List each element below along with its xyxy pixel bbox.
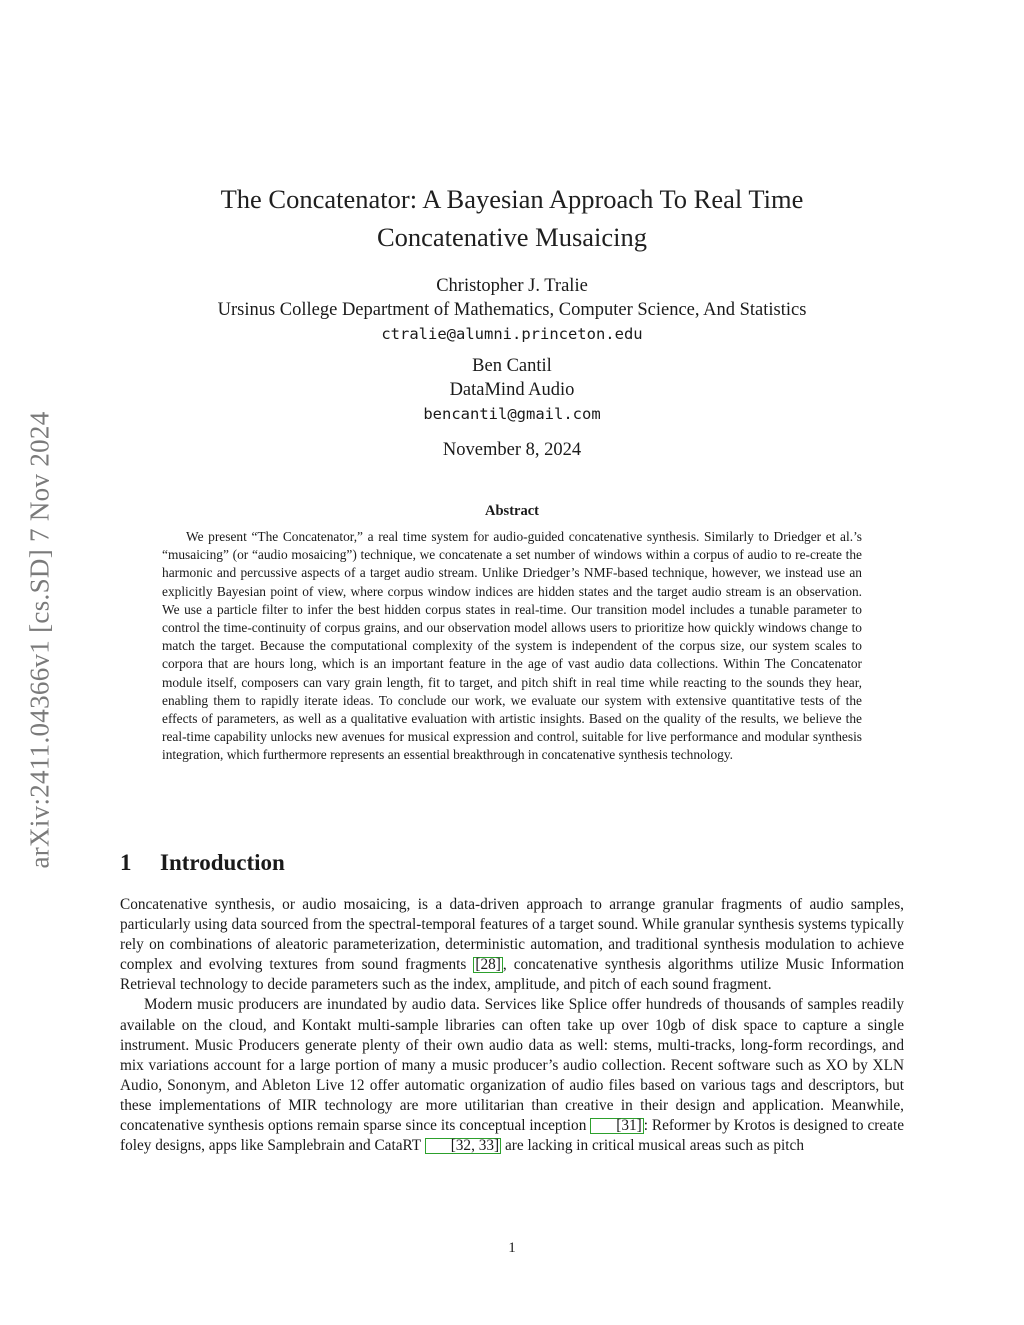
- abstract-text: We present “The Concatenator,” a real time system for audio-guided concatenative synthesis. Similarly to Driedger et al.’s “musaicing” (or “audio mosaicing”) technique, we concatenate a set number of windows within a corpus of audio to re-create the harmonic and percussive aspects of a target audio stream. Unlike Driedger’s NMF-based technique, however, we instead use an explicitly Bayesian point of view, where corpus window indices are hidden states and the target audio stream is an observation. We use a particle filter to infer the best hidden corpus states in real-time. Our transition model includes a tunable parameter to control the time-continuity of corpus grains, and our observation model allows users to prioritize how quickly windows change to match the target. Because the computational complexity of the system is independent of the corpus size, our system scales to corpora that are hours long, which is an important feature in the age of vast audio data collections. Within The Concatenator module itself, composers can vary grain length, fit to target, and pitch shift in real time while reacting to the sounds they hear, enabling them to rapidly iterate ideas. To conclude our work, we evaluate our system with extensive quantitative tests of the effects of parameters, as well as a qualitative evaluation with artistic insights. Based on the quality of the results, we believe the real-time capability unlocks new avenues for musical expression and control, suitable for live performance and modular synthesis integration, which furthermore represents an essential breakthrough in concatenative synthesis technology.: [162, 529, 862, 763]
- paragraph-2: [120, 995, 904, 1156]
- paragraph-1: [120, 895, 904, 995]
- paragraph-text: : Reformer by Krotos is designed to create foley designs, apps like Samplebrain and CataRT: [120, 1117, 904, 1155]
- author-affiliation: DataMind Audio: [449, 380, 575, 400]
- paragraph-text: Modern music producers are inundated by audio data. Services like Splice offer hundreds of thousands of samples readily available on the cloud, and Kontakt multi-sample libraries can often take up over 10gb of disk space to capture a single instrument. Music Producers generate plenty of their own audio data as well: stems, multi-tracks, long-form recordings, and mix variations account for a large portion of many a music producer’s audio collection. Recent software such as XO by XLN Audio, Sononym, and Ableton Live 12 offer automatic organization of audio files based on various tags and descriptors, but these implementations of MIR technology are more utilitarian than creative in their design and application. Meanwhile, concatenative synthesis options remain sparse since its conceptual inception: [120, 996, 904, 1135]
- title-line-1: The Concatenator: A Bayesian Approach To Real Time: [220, 184, 804, 214]
- citation-link[interactable]: [28]: [475, 956, 501, 974]
- page-number: 1: [508, 1240, 516, 1256]
- paper-title: [120, 180, 904, 256]
- paragraph-text: Concatenative synthesis, or audio mosaicing, is a data-driven approach to arrange granular fragments of audio samples, particularly using data sourced from the spectral-temporal features of a target sound. While granular synthesis systems typically rely on combinations of aleatoric parameterization, deterministic automation, and traditional synthesis modulation to achieve complex and evolving textures from sound fragments: [120, 896, 904, 974]
- author-name: Christopher J. Tralie: [436, 276, 588, 296]
- author-email: bencantil@gmail.com: [423, 405, 601, 423]
- author-name: Ben Cantil: [472, 356, 552, 376]
- author-block-1: [120, 274, 904, 346]
- section-heading: [120, 850, 285, 876]
- section-body: [120, 895, 904, 1156]
- author-email: ctralie@alumni.princeton.edu: [381, 325, 643, 343]
- abstract-heading: Abstract: [485, 503, 539, 519]
- author-affiliation: Ursinus College Department of Mathematics, Computer Science, And Statistics: [217, 300, 807, 320]
- section-title: Introduction: [160, 850, 285, 875]
- section-number: 1: [120, 850, 132, 875]
- title-line-2: Concatenative Musaicing: [376, 222, 648, 252]
- arxiv-id: arXiv:2411.04366v1 [cs.SD] 7 Nov 2024: [24, 411, 55, 869]
- citation-link[interactable]: [32, 33]: [425, 1138, 501, 1154]
- arxiv-sidebar-stamp: [10, 350, 70, 930]
- citation-link[interactable]: [31]: [590, 1118, 644, 1134]
- paragraph-text: are lacking in critical musical areas such as pitch: [501, 1137, 804, 1155]
- paragraph-text: , concatenative synthesis algorithms utilize Music Information Retrieval technology to decide parameters such as the index, amplitude, and pitch of each sound fragment.: [120, 956, 904, 994]
- author-block-2: [120, 354, 904, 426]
- paper-date: November 8, 2024: [442, 440, 582, 460]
